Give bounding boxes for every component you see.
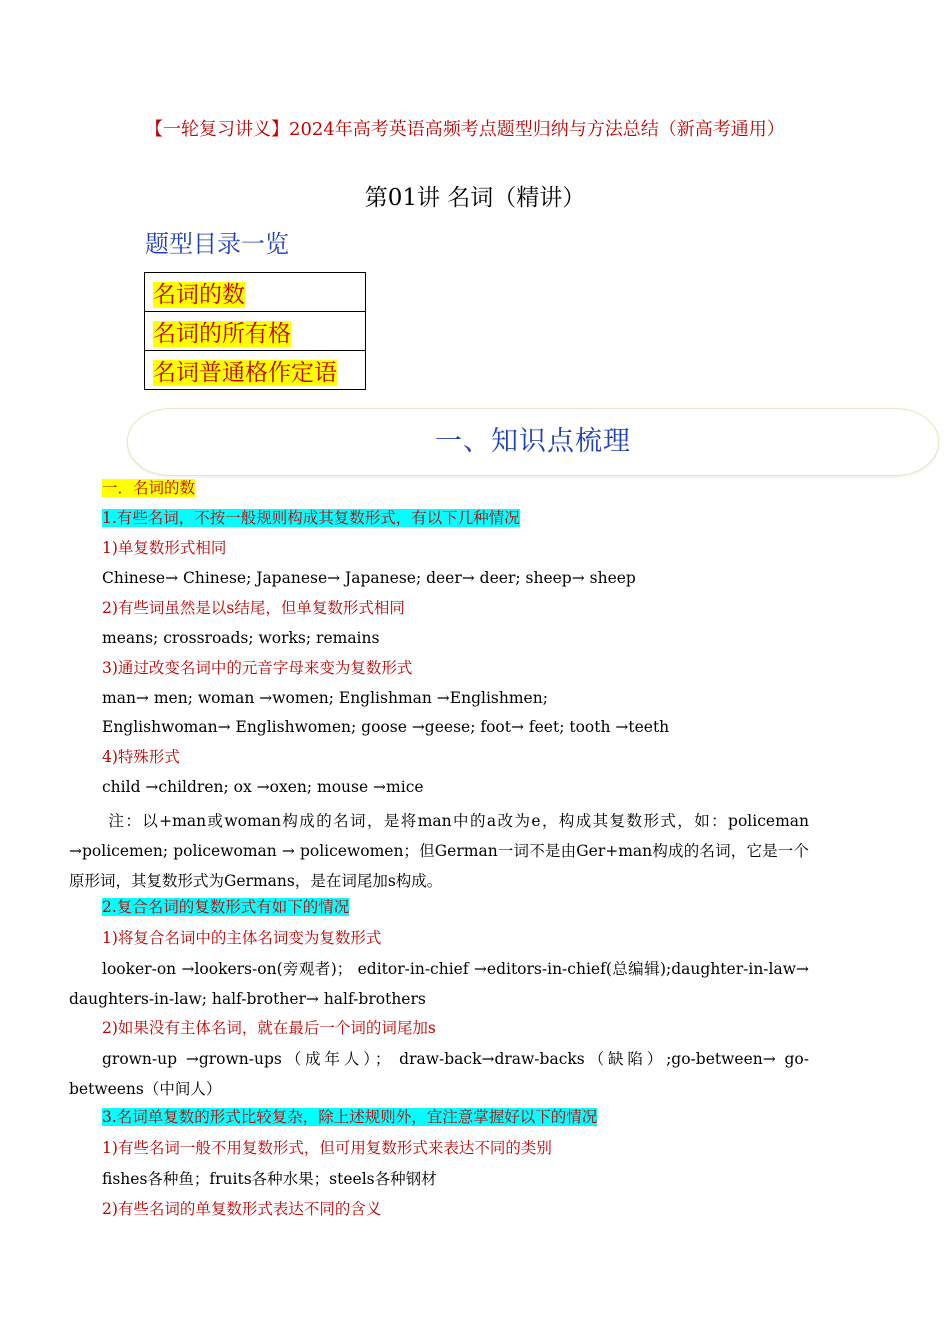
rule-heading — [102, 1107, 812, 1127]
lecture-title: 第01讲 名词（精讲） — [364, 185, 586, 211]
toc-heading: 题型目录一览 — [145, 230, 289, 258]
example-line: means; crossroads; works; remains — [102, 629, 380, 647]
example-paragraph — [69, 1044, 809, 1104]
toc-row — [145, 312, 366, 351]
rule-subheading: 4)特殊形式 — [102, 748, 180, 766]
toc-item[interactable] — [145, 273, 366, 312]
toc-row — [145, 273, 366, 312]
rule-subheading: 2)有些词虽然是以s结尾，但单复数形式相同 — [102, 599, 405, 617]
toc-item-label: 名词普通格作定语 — [153, 359, 337, 386]
rule-subheading: 2)有些名词的单复数形式表达不同的含义 — [102, 1200, 382, 1218]
rule-heading-text: 1.有些名词，不按一般规则构成其复数形式，有以下几种情况 — [102, 509, 520, 527]
document-title: 【一轮复习讲义】2024年高考英语高频考点题型归纳与方法总结（新高考通用） — [145, 119, 785, 140]
example-line: child →children; ox →oxen; mouse →mice — [102, 778, 424, 796]
rule-heading — [102, 897, 812, 917]
toc-row — [145, 351, 366, 390]
rule-subheading: 1)单复数形式相同 — [102, 539, 227, 557]
example-line: Englishwoman→ Englishwomen; goose →geese; foot→ feet; tooth →teeth — [102, 718, 670, 736]
note-paragraph — [69, 806, 809, 896]
sub-heading-text: 一．名词的数 — [102, 479, 196, 497]
example-text: grown-up →grown-ups（成年人）； draw-back→draw-backs（缺陷）;go-between→ go-betweens（中间人） — [69, 1050, 809, 1098]
rule-heading — [102, 508, 812, 528]
rule-heading-text: 2.复合名词的复数形式有如下的情况 — [102, 898, 350, 916]
toc-item[interactable] — [145, 351, 366, 390]
rule-heading-text: 3.名词单复数的形式比较复杂，除上述规则外，宜注意掌握好以下的情况 — [102, 1108, 598, 1126]
example-paragraph — [69, 954, 809, 1014]
section-banner: 一、知识点梳理 — [127, 408, 939, 476]
example-line: man→ men; woman →women; Englishman →Englishmen; — [102, 689, 548, 707]
example-line: fishes各种鱼；fruits各种水果；steels各种钢材 — [102, 1170, 437, 1188]
rule-subheading: 2)如果没有主体名词，就在最后一个词的词尾加s — [102, 1019, 436, 1037]
toc-item-label: 名词的所有格 — [153, 320, 291, 347]
rule-subheading: 1)有些名词一般不用复数形式，但可用复数形式来表达不同的类别 — [102, 1139, 552, 1157]
example-line: Chinese→ Chinese; Japanese→ Japanese; deer→ deer; sheep→ sheep — [102, 569, 636, 587]
note-text: 注：以+man或woman构成的名词，是将man中的a改为e，构成其复数形式，如：policeman →policemen; policewoman → policewomen；但German一词不是由Ger+man构成的名词，它是一个原形词，其复数形式为Germans，是在词尾加s构成。 — [69, 812, 809, 890]
toc-table — [144, 272, 366, 390]
toc-item-label: 名词的数 — [153, 281, 245, 308]
example-text: looker-on →lookers-on(旁观者)； editor-in-chief →editors-in-chief(总编辑);daughter-in-law→ daughters-in-law; half-brother→ half-brothers — [69, 960, 809, 1008]
rule-subheading: 1)将复合名词中的主体名词变为复数形式 — [102, 929, 382, 947]
toc-item[interactable] — [145, 312, 366, 351]
rule-subheading: 3)通过改变名词中的元音字母来变为复数形式 — [102, 659, 413, 677]
sub-heading — [102, 478, 812, 498]
